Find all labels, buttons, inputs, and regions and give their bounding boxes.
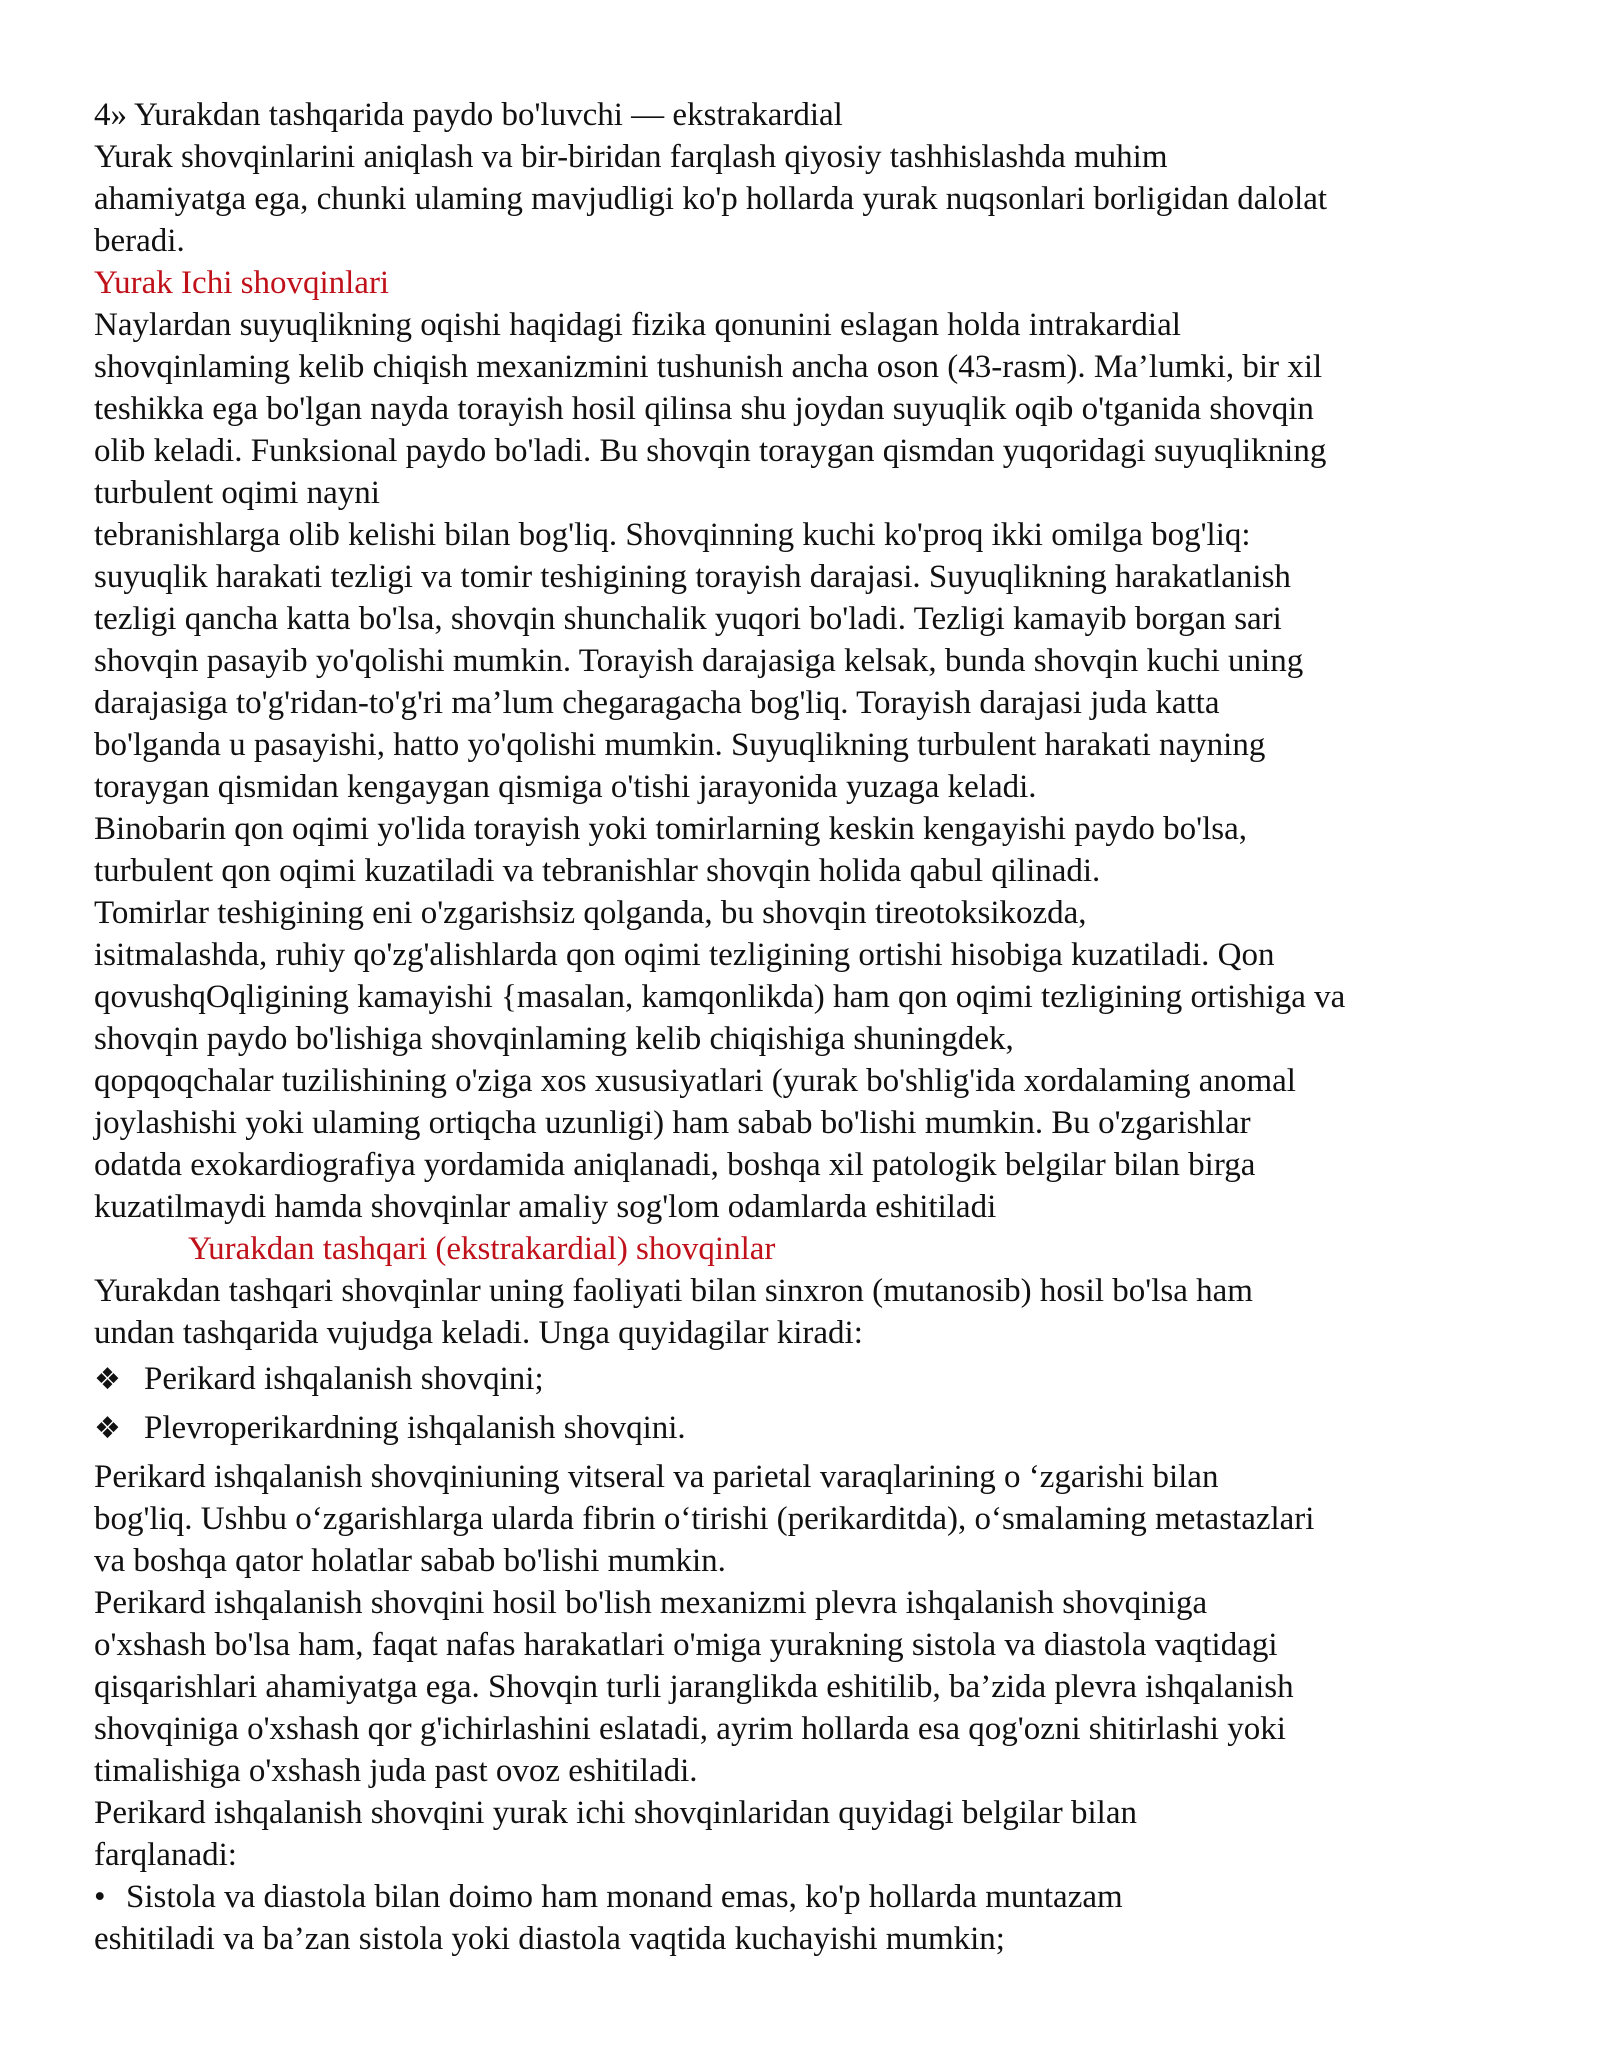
text-line: Naylardan suyuqlikning oqishi haqidagi fizika qonunini eslagan holda intrakardial — [94, 307, 1181, 343]
text-line: darajasiga to'g'ridan-to'g'ri ma’lum chegaragacha bog'liq. Torayish darajasi juda katta — [94, 685, 1220, 721]
text-line: timalishiga o'xshash juda past ovoz eshitiladi. — [94, 1753, 698, 1789]
text-line: Tomirlar teshigining eni o'zgarishsiz qolganda, bu shovqin tireotoksikozda, — [94, 895, 1087, 931]
text-line: tebranishlarga olib kelishi bilan bog'liq. Shovqinning kuchi ko'proq ikki omilga bog'liq: — [94, 517, 1251, 553]
list-item-text: Perikard ishqalanish shovqini; — [144, 1361, 544, 1397]
dot-bullet-icon: • — [94, 1879, 106, 1915]
text-line: suyuqlik harakati tezligi va tomir teshigining torayish darajasi. Suyuqlikning harakatlanish — [94, 559, 1291, 595]
text-line: beradi. — [94, 223, 185, 259]
list-item-text: Plevroperikardning ishqalanish shovqini. — [144, 1410, 686, 1446]
list-item — [94, 1358, 1514, 1401]
text-line: eshitiladi va ba’zan sistola yoki diastola vaqtida kuchayishi mumkin; — [94, 1921, 1005, 1957]
text-line: ahamiyatga ega, chunki ulaming mavjudligi ko'p hollarda yurak nuqsonlari borligidan dalolat — [94, 181, 1328, 217]
text-line: kuzatilmaydi hamda shovqinlar amaliy sog'lom odamlarda eshitiladi — [94, 1189, 997, 1225]
text-line: Binobarin qon oqimi yo'lida torayish yoki tomirlarning keskin kengayishi paydo bo'lsa, — [94, 811, 1248, 847]
diamond-bullet-icon: ❖ — [94, 1362, 121, 1397]
text-line: bog'liq. Ushbu o‘zgarishlarga ularda fibrin o‘tirishi (perikarditda), o‘smalaming metastazlari — [94, 1501, 1315, 1537]
text-line: qopqoqchalar tuzilishining o'ziga xos xususiyatlari (yurak bo'shlig'ida xordalaming anomal — [94, 1063, 1296, 1099]
text-line: Perikard ishqalanish shovqini hosil bo'lish mexanizmi plevra ishqalanish shovqiniga — [94, 1585, 1208, 1621]
text-line: turbulent oqimi nayni — [94, 475, 380, 511]
document-page — [94, 94, 1514, 1960]
section-heading: Yurakdan tashqari (ekstrakardial) shovqinlar — [188, 1231, 776, 1267]
text-line: teshikka ega bo'lgan nayda torayish hosil qilinsa shu joydan suyuqlik oqib o'tganida shovqin — [94, 391, 1314, 427]
text-line: turbulent qon oqimi kuzatiladi va tebranishlar shovqin holida qabul qilinadi. — [94, 853, 1101, 889]
text-line: bo'lganda u pasayishi, hatto yo'qolishi mumkin. Suyuqlikning turbulent harakati nayning — [94, 727, 1266, 763]
text-line: isitmalashda, ruhiy qo'zg'alishlarda qon oqimi tezligining ortishi hisobiga kuzatiladi. Qon — [94, 937, 1275, 973]
text-line: Yurakdan tashqari shovqinlar uning faoliyati bilan sinxron (mutanosib) hosil bo'lsa ham — [94, 1273, 1253, 1309]
text-line: odatda exokardiografiya yordamida aniqlanadi, boshqa xil patologik belgilar bilan birga — [94, 1147, 1256, 1183]
text-line: olib keladi. Funksional paydo bo'ladi. Bu shovqin toraygan qismdan yuqoridagi suyuqlikning — [94, 433, 1327, 469]
list-item — [94, 1407, 1514, 1450]
list-item-text: Sistola va diastola bilan doimo ham monand emas, ko'p hollarda muntazam — [126, 1879, 1123, 1915]
text-line: 4» Yurakdan tashqarida paydo bo'luvchi — ekstrakardial — [94, 97, 843, 133]
text-line: joylashishi yoki ulaming ortiqcha uzunligi) ham sabab bo'lishi mumkin. Bu o'zgarishlar — [94, 1105, 1251, 1141]
text-line: tezligi qancha katta bo'lsa, shovqin shunchalik yuqori bo'ladi. Tezligi kamayib borgan sari — [94, 601, 1282, 637]
text-line: shovqin pasayib yo'qolishi mumkin. Torayish darajasiga kelsak, bunda shovqin kuchi uning — [94, 643, 1304, 679]
text-line: qisqarishlari ahamiyatga ega. Shovqin turli jaranglikda eshitilib, ba’zida plevra ishqalanish — [94, 1669, 1294, 1705]
text-line: Perikard ishqalanish shovqiniuning vitseral va parietal varaqlarining o ‘zgarishi bilan — [94, 1459, 1219, 1495]
text-line: shovqiniga o'xshash qor g'ichirlashini eslatadi, ayrim hollarda esa qog'ozni shitirlashi yoki — [94, 1711, 1286, 1747]
text-line: undan tashqarida vujudga keladi. Unga quyidagilar kiradi: — [94, 1315, 863, 1351]
text-line: va boshqa qator holatlar sabab bo'lishi mumkin. — [94, 1543, 726, 1579]
text-line: o'xshash bo'lsa ham, faqat nafas harakatlari o'miga yurakning sistola va diastola vaqtidagi — [94, 1627, 1278, 1663]
section-heading: Yurak Ichi shovqinlari — [94, 265, 390, 301]
text-line: shovqinlaming kelib chiqish mexanizmini tushunish ancha oson (43-rasm). Ma’lumki, bir xil — [94, 349, 1323, 385]
text-line: farqlanadi: — [94, 1837, 237, 1873]
text-line: shovqin paydo bo'lishiga shovqinlaming kelib chiqishiga shuningdek, — [94, 1021, 1014, 1057]
text-line: qovushqOqligining kamayishi {masalan, kamqonlikda) ham qon oqimi tezligining ortishiga va — [94, 979, 1346, 1015]
text-line: Yurak shovqinlarini aniqlash va bir-biridan farqlash qiyosiy tashhislashda muhim — [94, 139, 1168, 175]
diamond-bullet-icon: ❖ — [94, 1411, 121, 1446]
text-line: toraygan qismidan kengaygan qismiga o'tishi jarayonida yuzaga keladi. — [94, 769, 1037, 805]
list-item — [94, 1876, 1514, 1918]
text-line: Perikard ishqalanish shovqini yurak ichi shovqinlaridan quyidagi belgilar bilan — [94, 1795, 1137, 1831]
